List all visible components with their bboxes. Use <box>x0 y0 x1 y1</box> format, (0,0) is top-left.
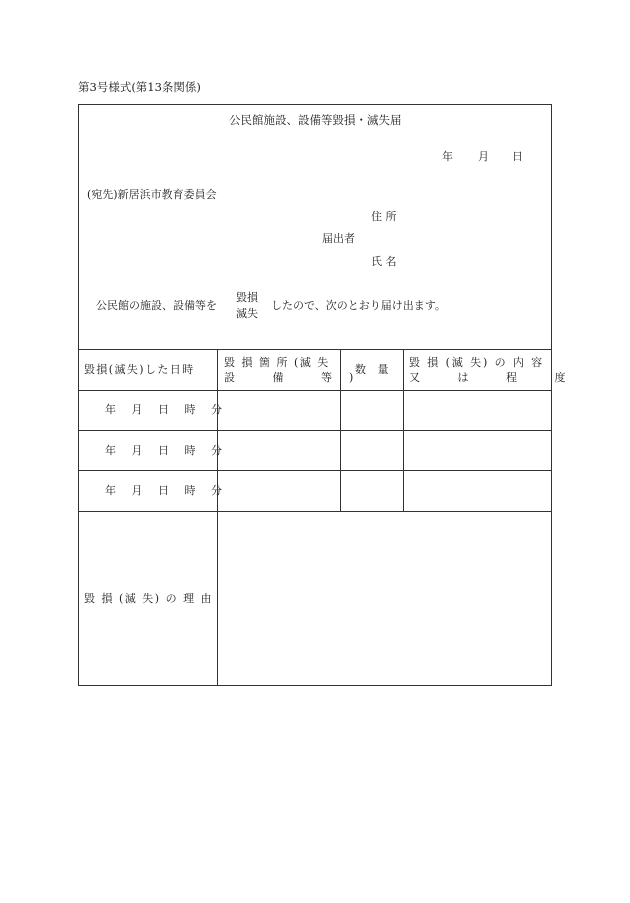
statement-prefix: 公民館の施設、設備等を <box>96 299 217 312</box>
table-top-border <box>78 349 552 350</box>
statement-option-loss: 滅失 <box>236 307 258 320</box>
header-location-line1 <box>224 357 336 368</box>
addressee: (宛先)新居浜市教育委員会 <box>87 188 217 201</box>
column-divider <box>217 349 218 686</box>
header-quantity: 数 量 <box>355 363 393 376</box>
row-divider <box>78 430 552 431</box>
submitter-label: 届出者 <box>322 232 355 245</box>
row-2-datetime: 年 月 日 時 分 <box>105 444 228 457</box>
form-number: 第3号様式(第13条関係) <box>78 80 201 94</box>
address-label: 住 所 <box>371 210 397 223</box>
form-title: 公民館施設、設備等毀損・滅失届 <box>229 113 402 127</box>
date-month-label: 月 <box>478 150 489 163</box>
date-day-label: 日 <box>512 150 523 163</box>
row-divider <box>78 470 552 471</box>
statement-suffix: したので、次のとおり届け出ます。 <box>271 299 446 312</box>
header-content-line2: 又 は 程 度 <box>409 371 583 384</box>
header-location-text: 毀 損 箇 所 (滅 失 <box>224 356 330 369</box>
row-3-datetime: 年 月 日 時 分 <box>105 484 228 497</box>
header-location-line2 <box>224 371 371 384</box>
column-divider <box>403 349 404 511</box>
statement-option-damage: 毀損 <box>236 291 258 304</box>
name-label: 氏 名 <box>371 255 397 268</box>
row-divider <box>78 511 552 512</box>
date-year-label: 年 <box>442 150 453 163</box>
reason-label: 毀 損 (滅 失) の 理 由 <box>84 592 214 605</box>
row-1-datetime: 年 月 日 時 分 <box>105 403 228 416</box>
header-content-line1: 毀 損 (滅 失) の 内 容 <box>409 356 545 369</box>
header-datetime: 毀損(滅失)した日時 <box>84 363 195 376</box>
header-location-text-2: 設 備 等) <box>224 371 371 384</box>
header-bottom-border <box>78 390 552 391</box>
